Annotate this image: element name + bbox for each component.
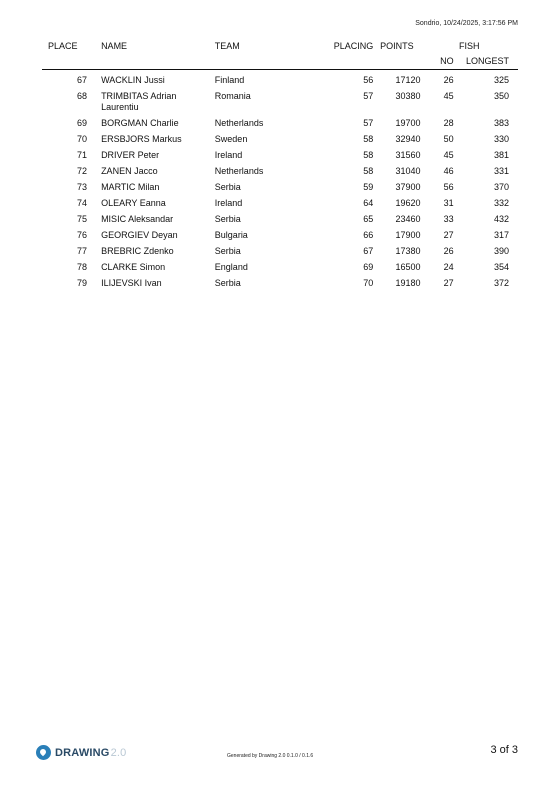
table-row <box>42 163 518 179</box>
fish-no-cell: 27 <box>443 230 454 240</box>
generated-by-text: Generated by Drawing 2.0 0.1.0 / 0.1.6 <box>227 753 314 759</box>
fish-longest-cell: 390 <box>493 246 509 256</box>
placing-cell: 70 <box>363 278 374 288</box>
name-cell: WACKLIN Jussi <box>101 75 165 85</box>
team-cell: Serbia <box>214 182 241 192</box>
table-row <box>42 275 518 291</box>
fish-no-cell: 26 <box>443 246 454 256</box>
placing-cell: 57 <box>363 91 374 101</box>
table-row <box>42 88 518 115</box>
placing-cell: 58 <box>363 134 374 144</box>
place-cell: 71 <box>77 150 88 160</box>
placing-cell: 67 <box>363 246 374 256</box>
col-fish-header: FISH <box>459 40 480 51</box>
fish-no-cell: 33 <box>443 214 454 224</box>
table-row <box>42 179 518 195</box>
place-cell: 77 <box>77 246 88 256</box>
table-row <box>42 211 518 227</box>
fish-longest-cell: 372 <box>493 278 509 288</box>
points-cell: 19180 <box>395 278 421 288</box>
page-number: 3 of 3 <box>490 744 518 756</box>
team-cell: Serbia <box>214 214 241 224</box>
points-cell: 31040 <box>395 166 421 176</box>
name-cell: BORGMAN Charlie <box>101 118 179 128</box>
team-cell: Romania <box>214 91 251 101</box>
placing-cell: 56 <box>363 75 374 85</box>
col-name-header: NAME <box>101 40 128 51</box>
points-cell: 32940 <box>395 134 421 144</box>
team-cell: Serbia <box>214 278 241 288</box>
table-row <box>42 259 518 275</box>
name-cell: MARTIC Milan <box>101 182 160 192</box>
col-points-header: POINTS <box>380 40 414 51</box>
place-cell: 68 <box>77 91 88 101</box>
place-cell: 78 <box>77 262 88 272</box>
fish-longest-cell: 350 <box>493 91 509 101</box>
placing-cell: 59 <box>363 182 374 192</box>
points-cell: 17120 <box>395 75 421 85</box>
drawing-logo <box>36 745 126 760</box>
fish-no-cell: 31 <box>443 198 454 208</box>
fish-no-cell: 27 <box>443 278 454 288</box>
results-table <box>42 38 518 291</box>
placing-cell: 58 <box>363 150 374 160</box>
fish-longest-cell: 331 <box>493 166 509 176</box>
table-row <box>42 227 518 243</box>
fish-longest-cell: 381 <box>493 150 509 160</box>
fish-longest-cell: 432 <box>493 214 509 224</box>
place-cell: 74 <box>77 198 88 208</box>
place-cell: 67 <box>77 75 88 85</box>
placing-cell: 69 <box>363 262 374 272</box>
table-row <box>42 243 518 259</box>
fish-no-cell: 45 <box>443 91 454 101</box>
name-cell: CLARKE Simon <box>101 262 166 272</box>
name-cell: ERSBJORS Markus <box>101 134 182 144</box>
col-fish-longest-header: LONGEST <box>465 56 509 66</box>
table-row <box>42 147 518 163</box>
points-cell: 19700 <box>395 118 421 128</box>
name-cell: ZANEN Jacco <box>101 166 158 176</box>
col-place-header: PLACE <box>48 40 78 51</box>
team-cell: Bulgaria <box>214 230 248 240</box>
place-cell: 76 <box>77 230 88 240</box>
fish-longest-cell: 330 <box>493 134 509 144</box>
table-header-row <box>42 38 518 53</box>
place-cell: 75 <box>77 214 88 224</box>
place-cell: 72 <box>77 166 88 176</box>
fish-no-cell: 24 <box>443 262 454 272</box>
points-cell: 23460 <box>395 214 421 224</box>
logo-version: 2.0 <box>110 746 127 759</box>
fish-longest-cell: 370 <box>493 182 509 192</box>
fish-longest-cell: 332 <box>493 198 509 208</box>
points-cell: 17900 <box>395 230 421 240</box>
name-cell: ILIJEVSKI Ivan <box>101 278 162 288</box>
fish-longest-cell: 383 <box>493 118 509 128</box>
report-timestamp: Sondrio, 10/24/2025, 3:17:56 PM <box>415 20 518 27</box>
fish-longest-cell: 354 <box>493 262 509 272</box>
team-cell: Serbia <box>214 246 241 256</box>
team-cell: Finland <box>214 75 245 85</box>
logo-text: DRAWING <box>55 746 110 759</box>
fish-no-cell: 46 <box>443 166 454 176</box>
team-cell: Netherlands <box>214 166 264 176</box>
points-cell: 30380 <box>395 91 421 101</box>
team-cell: Ireland <box>214 150 243 160</box>
fish-longest-cell: 317 <box>493 230 509 240</box>
table-row <box>42 195 518 211</box>
fish-no-cell: 50 <box>443 134 454 144</box>
name-cell: GEORGIEV Deyan <box>101 230 178 240</box>
name-cell: DRIVER Peter <box>101 150 160 160</box>
points-cell: 16500 <box>395 262 421 272</box>
fish-no-cell: 28 <box>443 118 454 128</box>
points-cell: 17380 <box>395 246 421 256</box>
place-cell: 79 <box>77 278 88 288</box>
placing-cell: 57 <box>363 118 374 128</box>
points-cell: 19620 <box>395 198 421 208</box>
name-cell: BREBRIC Zdenko <box>101 246 174 256</box>
points-cell: 31560 <box>395 150 421 160</box>
points-cell: 37900 <box>395 182 421 192</box>
team-cell: Netherlands <box>214 118 264 128</box>
fish-longest-cell: 325 <box>493 75 509 85</box>
table-row <box>42 70 518 89</box>
table-subheader-row <box>42 53 518 70</box>
table-row <box>42 115 518 131</box>
team-cell: Ireland <box>214 198 243 208</box>
col-fish-no-header: NO <box>440 56 454 66</box>
name-cell: TRIMBITAS Adrian Laurentiu <box>101 91 177 112</box>
team-cell: Sweden <box>214 134 248 144</box>
name-cell: MISIC Aleksandar <box>101 214 174 224</box>
name-cell: OLEARY Eanna <box>101 198 166 208</box>
place-cell: 69 <box>77 118 88 128</box>
place-cell: 73 <box>77 182 88 192</box>
table-row <box>42 131 518 147</box>
fish-no-cell: 45 <box>443 150 454 160</box>
col-team-header: TEAM <box>214 40 240 51</box>
placing-cell: 65 <box>363 214 374 224</box>
place-cell: 70 <box>77 134 88 144</box>
team-cell: England <box>214 262 248 272</box>
drawing-logo-icon <box>36 745 51 760</box>
fish-no-cell: 26 <box>443 75 454 85</box>
placing-cell: 58 <box>363 166 374 176</box>
placing-cell: 64 <box>363 198 374 208</box>
col-placing-header: PLACING <box>333 40 374 51</box>
fish-no-cell: 56 <box>443 182 454 192</box>
placing-cell: 66 <box>363 230 374 240</box>
results-body <box>42 70 518 292</box>
